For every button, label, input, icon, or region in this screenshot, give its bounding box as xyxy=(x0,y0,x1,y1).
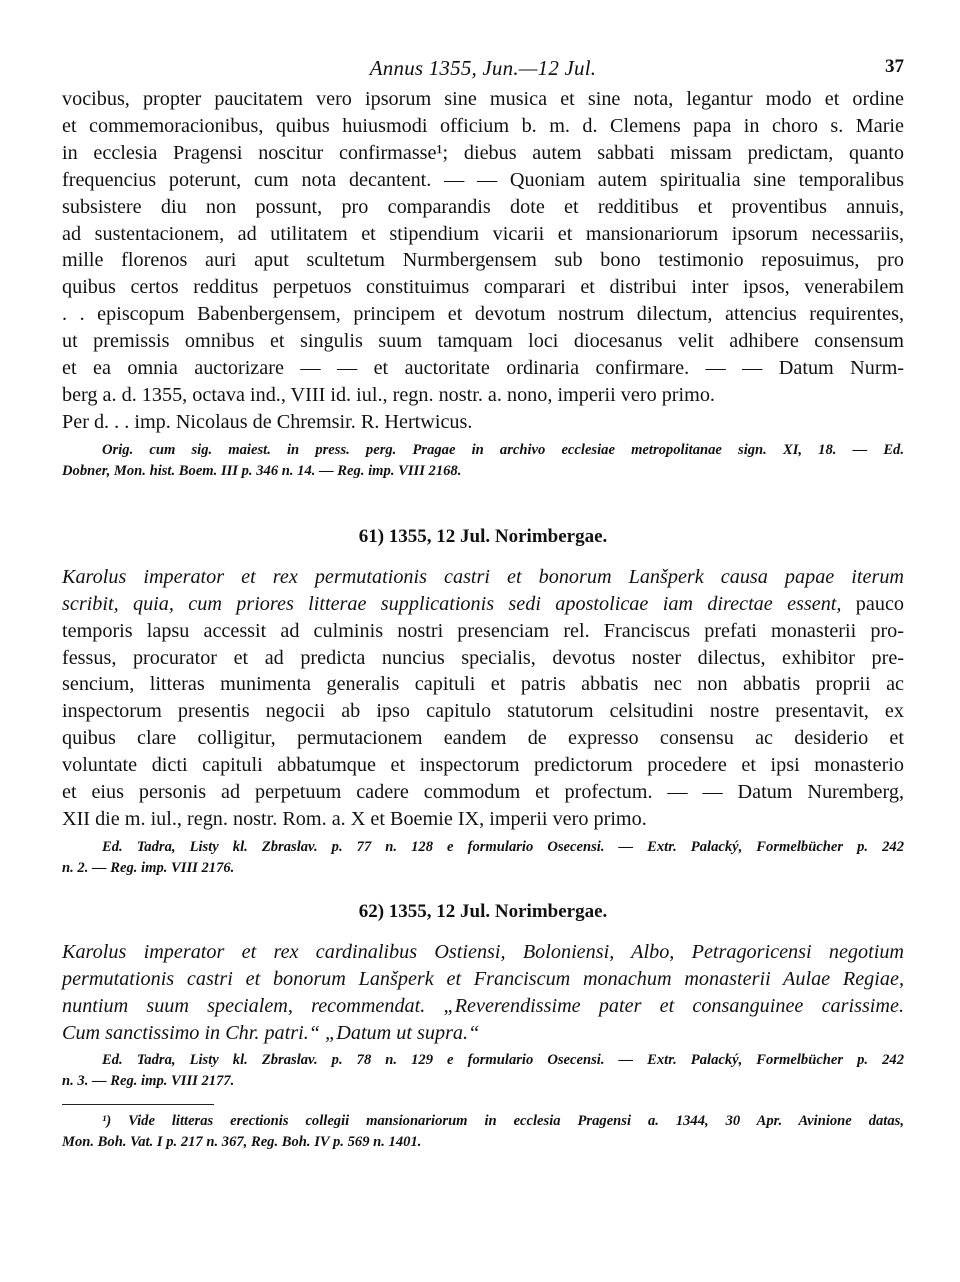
source-note xyxy=(62,1050,904,1092)
regest-line: Cum sanctissimo in Chr. patri.“ „Datum ut supra.“ xyxy=(62,1021,480,1044)
text-line: et eius personis ad perpetuum cadere commodum et profectum. — — Datum Nuremberg, xyxy=(62,781,904,804)
document-heading: 61) 1355, 12 Jul. Norimbergae. xyxy=(358,525,608,547)
text-line: sencium, litteras munimenta generalis capituli et patris abbatis nec non abbatis proprii ac xyxy=(62,673,904,696)
text-line: et commemoracionibus, quibus huiusmodi officium b. m. d. Clemens papa in choro s. Marie xyxy=(62,114,904,137)
continuation-text xyxy=(62,86,904,436)
regest-line: Karolus imperator et rex cardinalibus Ostiensi, Boloniensi, Albo, Petragoricensi negotium xyxy=(62,940,904,963)
text-line: quibus clare colligitur, permutacionem eandem de expresso consensu ac desiderio et xyxy=(62,727,904,750)
source-line: Ed. Tadra, Listy kl. Zbraslav. p. 78 n. 129 e formulario Osecensi. — Extr. Palacký, Formelbücher p. 242 xyxy=(102,1052,904,1069)
source-line: n. 3. — Reg. imp. VIII 2177. xyxy=(62,1073,235,1090)
regest-line-mixed xyxy=(62,591,904,618)
source-line: Dobner, Mon. hist. Boem. III p. 346 n. 14. — Reg. imp. VIII 2168. xyxy=(62,462,462,479)
text-line: Per d. . . imp. Nicolaus de Chremsir. R. Hertwicus. xyxy=(62,410,473,433)
text-line: ut premissis omnibus et singulis suum tamquam loci diocesanus velit adhibere consensum xyxy=(62,330,904,353)
regest-fragment: scribit, quia, cum priores litterae supplicationis sedi apostolicae iam directae essent, xyxy=(62,592,842,615)
source-line: Ed. Tadra, Listy kl. Zbraslav. p. 77 n. 128 e formulario Osecensi. — Extr. Palacký, Formelbücher p. 242 xyxy=(102,838,904,855)
regest-line: nuntium suum specialem, recommendat. „Reverendissime pater et consanguinee carissime. xyxy=(62,994,904,1017)
footnote-line: ¹) Vide litteras erectionis collegii mansionariorum in ecclesia Pragensi a. 1344, 30 Apr. Avinione datas, xyxy=(102,1113,904,1130)
footnote-divider xyxy=(62,1104,214,1105)
text-line: mille florenos auri aput scultetum Nurmbergensem sub bono testimonio reposuimus, pro xyxy=(62,249,904,272)
text-line: fessus, procurator et ad predicta nuncius specialis, devotus noster dilectus, exhibitor pre- xyxy=(62,646,904,669)
document-body xyxy=(62,939,904,1047)
regest-line: permutationis castri et bonorum Lanšperk et Franciscum monachum monasterii Aulae Regiae, xyxy=(62,967,904,990)
source-line: n. 2. — Reg. imp. VIII 2176. xyxy=(62,859,235,876)
text-line: quibus certos redditus perpetuos constituimus comparari et distribui inter ipsos, venerabilem xyxy=(62,276,904,299)
running-head: Annus 1355, Jun.—12 Jul. xyxy=(369,56,597,80)
text-line: vocibus, propter paucitatem vero ipsorum sine musica et sine nota, legantur modo et ordine xyxy=(62,88,904,110)
document-heading: 62) 1355, 12 Jul. Norimbergae. xyxy=(358,900,608,922)
page-header xyxy=(62,56,904,86)
source-line: Orig. cum sig. maiest. in press. perg. Pragae in archivo ecclesiae metropolitanae sign. XI, 18. — Ed. xyxy=(102,441,904,458)
page xyxy=(62,56,904,1153)
source-note xyxy=(62,837,904,879)
regest-line: Karolus imperator et rex permutationis castri et bonorum Lanšperk causa papae iterum xyxy=(62,565,904,588)
source-note xyxy=(62,440,904,482)
text-line: frequencius poterunt, cum nota decantent. — — Quoniam autem spiritualia sine temporalibus xyxy=(62,168,904,191)
text-line: et ea omnia auctorizare — — et auctoritate ordinaria confirmare. — — Datum Nurm- xyxy=(62,357,904,380)
footnote-line: Mon. Boh. Vat. I p. 217 n. 367, Reg. Boh. IV p. 569 n. 1401. xyxy=(62,1134,422,1151)
text-line: voluntate dicti capituli abbatumque et inspectorum predictorum procedere et ipsi monasterio xyxy=(62,754,904,777)
text-line: . . episcopum Babenbergensem, principem et devotum nostrum dilectum, attencius requirentes, xyxy=(62,303,904,326)
page-number: 37 xyxy=(885,56,904,77)
text-line: temporis lapsu accessit ad culminis nostri presenciam rel. Franciscus prefati monasterii pro- xyxy=(62,619,904,642)
text-line: ad sustentacionem, ad utilitatem et stipendium vicarii et mansionariorum ipsorum necessariis, xyxy=(62,222,904,245)
text-line: inspectorum presentis negocii ab ipso capitulo statutorum celsitudini nostre presentavit, ex xyxy=(62,700,904,723)
footnote xyxy=(62,1111,904,1153)
text-line: berg a. d. 1355, octava ind., VIII id. iul., regn. nostr. a. nono, imperii vero primo. xyxy=(62,383,715,406)
text-line: subsistere diu non possunt, pro comparandis dote et redditibus et proventibus annuis, xyxy=(62,195,904,218)
text-line: in ecclesia Pragensi noscitur confirmasse¹; diebus autem sabbati missam predictam, quanto xyxy=(62,141,904,164)
text-line: XII die m. iul., regn. nostr. Rom. a. X et Boemie IX, imperii vero primo. xyxy=(62,807,647,830)
text-fragment: pauco xyxy=(855,592,904,615)
document-body xyxy=(62,564,904,833)
